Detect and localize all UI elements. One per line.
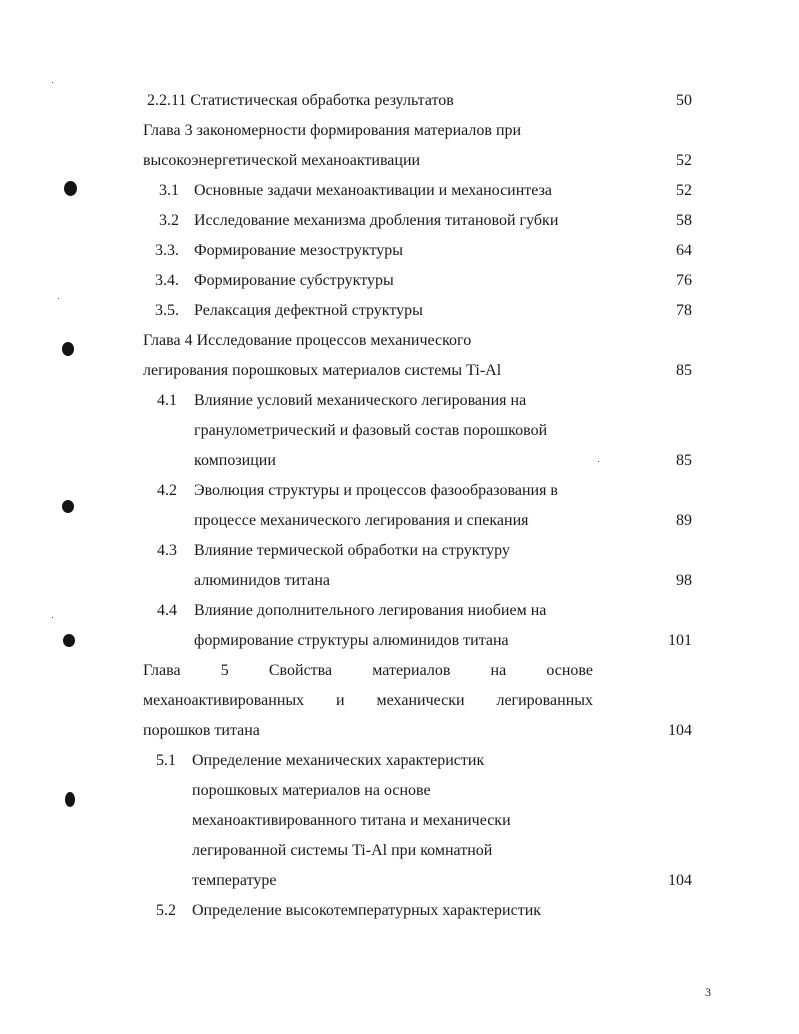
toc-entry <box>0 806 799 836</box>
toc-entry-number: 4.4 <box>157 602 177 619</box>
toc-entry <box>0 566 799 596</box>
toc-entry-number: 3.5. <box>155 302 179 319</box>
toc-entry-title: порошковых материалов на основе <box>192 782 431 799</box>
toc-entry-title: формирование структуры алюминидов титана <box>194 632 509 649</box>
toc-entry-page: 98 <box>676 572 692 589</box>
toc-entry <box>0 506 799 536</box>
toc-entry <box>0 176 799 206</box>
toc-entry <box>0 866 799 896</box>
toc-entry-page: 64 <box>676 242 692 259</box>
toc-entry-number: 4.3 <box>157 542 177 559</box>
toc-entry-number: 3.4. <box>155 272 179 289</box>
toc-entry <box>0 296 799 326</box>
toc-entry-page: 101 <box>668 632 692 649</box>
toc-entry-title: температуре <box>192 872 277 889</box>
toc-entry-title: механоактивированных и механически легированных <box>143 692 593 709</box>
toc-entry-title: Определение механических характеристик <box>192 752 485 769</box>
page-number: 3 <box>705 985 711 999</box>
toc-entry <box>0 746 799 776</box>
toc-entry <box>0 596 799 626</box>
toc-entry-title: гранулометрический и фазовый состав порошковой <box>194 422 548 439</box>
toc-entry-page: 104 <box>668 872 692 889</box>
toc-entry-title: механоактивированного титана и механически <box>192 812 511 829</box>
toc-entry-title: Определение высокотемпературных характеристик <box>192 902 542 919</box>
toc-entry-title: Исследование механизма дробления титановой губки <box>194 212 559 229</box>
toc-entry <box>0 626 799 656</box>
toc-entry-title: Формирование мезоструктуры <box>194 242 403 259</box>
table-of-contents <box>0 86 799 926</box>
toc-entry <box>0 236 799 266</box>
toc-entry <box>0 656 799 686</box>
toc-entry-title: 2.2.11 Статистическая обработка результатов <box>147 92 454 109</box>
toc-entry <box>0 386 799 416</box>
toc-entry-page: 58 <box>676 212 692 229</box>
scan-speck <box>52 82 53 83</box>
toc-entry-number: 3.2 <box>159 212 179 229</box>
toc-entry-number: 4.2 <box>157 482 177 499</box>
toc-entry-number: 4.1 <box>157 392 177 409</box>
toc-entry <box>0 716 799 746</box>
toc-entry-title: легированной системы Ti-Al при комнатной <box>192 842 493 859</box>
toc-entry-page: 104 <box>668 722 692 739</box>
toc-entry-page: 85 <box>676 362 692 379</box>
toc-entry-title: алюминидов титана <box>194 572 330 589</box>
toc-entry-number: 3.1 <box>159 182 179 199</box>
toc-entry <box>0 356 799 386</box>
toc-entry-title: Эволюция структуры и процессов фазообразования в <box>194 482 558 499</box>
toc-entry <box>0 266 799 296</box>
toc-entry <box>0 326 799 356</box>
toc-entry <box>0 896 799 926</box>
toc-entry-title: Основные задачи механоактивации и механосинтеза <box>194 182 553 199</box>
toc-entry-title: порошков титана <box>143 722 260 739</box>
toc-entry-title: процессе механического легирования и спекания <box>194 512 529 529</box>
toc-entry-page: 78 <box>676 302 692 319</box>
toc-entry <box>0 146 799 176</box>
toc-entry <box>0 536 799 566</box>
toc-entry <box>0 686 799 716</box>
toc-entry <box>0 416 799 446</box>
toc-entry-title: Влияние условий механического легирования на <box>194 392 527 409</box>
toc-entry-title: Формирование субструктуры <box>194 272 394 289</box>
toc-entry-title: композиции <box>194 452 276 469</box>
toc-entry-page: 76 <box>676 272 692 289</box>
toc-entry-number: 3.3. <box>155 242 179 259</box>
toc-entry <box>0 86 799 116</box>
toc-entry-number: 5.1 <box>156 752 176 769</box>
toc-entry-title: Релаксация дефектной структуры <box>194 302 423 319</box>
toc-entry <box>0 206 799 236</box>
toc-entry-title: Глава 3 закономерности формирования материалов при <box>143 122 522 139</box>
toc-entry-title: легирования порошковых материалов системы Ti-Al <box>143 362 502 379</box>
toc-entry-title: Влияние дополнительного легирования ниобием на <box>194 602 547 619</box>
toc-entry <box>0 116 799 146</box>
toc-entry-title: Влияние термической обработки на структуру <box>194 542 510 559</box>
toc-entry-title: высокоэнергетической механоактивации <box>143 152 421 169</box>
toc-entry <box>0 836 799 866</box>
toc-entry-page: 50 <box>676 92 692 109</box>
toc-entry-page: 52 <box>676 182 692 199</box>
toc-entry-number: 5.2 <box>156 902 176 919</box>
toc-entry <box>0 446 799 476</box>
toc-entry-page: 89 <box>676 512 692 529</box>
toc-entry-title: Глава 5 Свойства материалов на основе <box>143 662 593 679</box>
toc-entry <box>0 476 799 506</box>
toc-entry-title: Глава 4 Исследование процессов механического <box>143 332 472 349</box>
toc-entry <box>0 776 799 806</box>
toc-entry-page: 52 <box>676 152 692 169</box>
toc-entry-page: 85 <box>676 452 692 469</box>
